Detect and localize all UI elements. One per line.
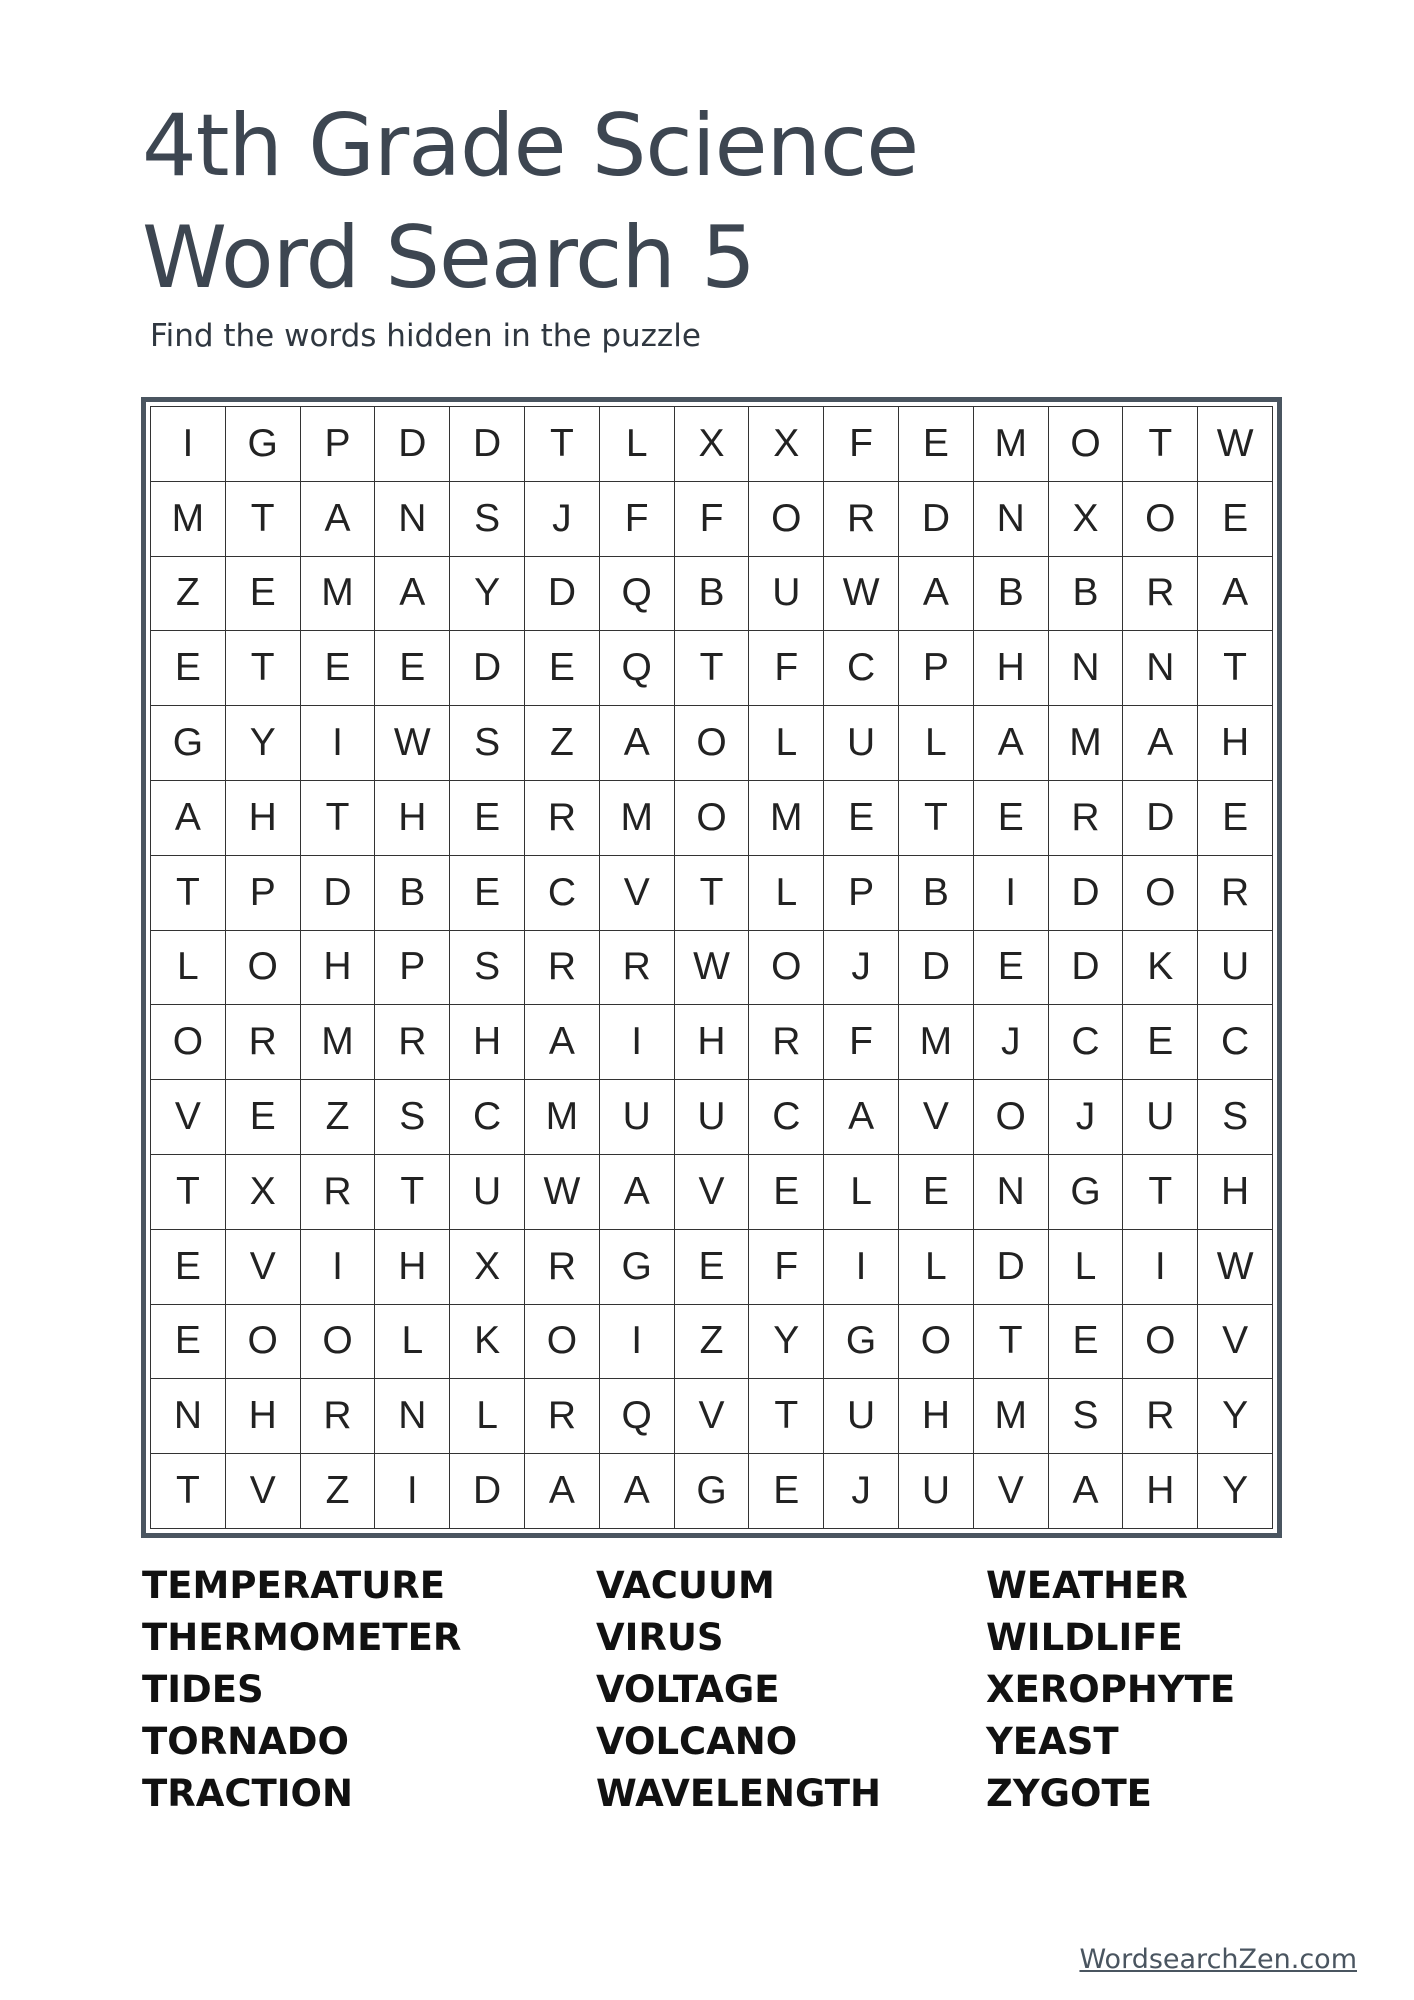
grid-cell: J	[824, 931, 899, 1006]
grid-cell: N	[375, 1379, 450, 1454]
grid-cell: E	[450, 781, 525, 856]
grid-cell: U	[899, 1454, 974, 1529]
grid-cell: J	[974, 1005, 1049, 1080]
grid-cell: C	[1198, 1005, 1273, 1080]
grid-cell: T	[899, 781, 974, 856]
grid-cell: T	[675, 856, 750, 931]
grid-cell: A	[600, 706, 675, 781]
grid-cell: G	[600, 1230, 675, 1305]
title-line-2: Word Search 5	[142, 208, 755, 308]
grid-cell: E	[151, 1305, 226, 1380]
grid-cell: H	[375, 1230, 450, 1305]
grid-cell: N	[1049, 631, 1124, 706]
grid-cell: K	[450, 1305, 525, 1380]
grid-cell: A	[824, 1080, 899, 1155]
grid-cell: G	[226, 407, 301, 482]
grid-cell: V	[675, 1155, 750, 1230]
grid-cell: O	[675, 781, 750, 856]
grid-cell: H	[450, 1005, 525, 1080]
grid-cell: V	[600, 856, 675, 931]
grid-cell: R	[824, 482, 899, 557]
grid-cell: O	[525, 1305, 600, 1380]
instructions: Find the words hidden in the puzzle	[150, 318, 701, 354]
grid-cell: T	[151, 856, 226, 931]
grid-cell: O	[675, 706, 750, 781]
word-item: XEROPHYTE	[986, 1668, 1236, 1711]
grid-cell: M	[1049, 706, 1124, 781]
grid-cell: H	[1198, 706, 1273, 781]
grid-cell: Q	[600, 557, 675, 632]
grid-cell: U	[1198, 931, 1273, 1006]
grid-cell: Z	[525, 706, 600, 781]
grid-cell: I	[151, 407, 226, 482]
grid-cell: F	[600, 482, 675, 557]
grid-cell: I	[375, 1454, 450, 1529]
grid-cell: R	[525, 931, 600, 1006]
word-item: VIRUS	[596, 1616, 724, 1659]
grid-cell: E	[749, 1155, 824, 1230]
grid-cell: L	[824, 1155, 899, 1230]
grid-cell: T	[525, 407, 600, 482]
grid-cell: C	[1049, 1005, 1124, 1080]
grid-cell: T	[749, 1379, 824, 1454]
grid-cell: P	[899, 631, 974, 706]
grid-cell: V	[1198, 1305, 1273, 1380]
grid-cell: Z	[675, 1305, 750, 1380]
grid-cell: M	[974, 1379, 1049, 1454]
grid-cell: T	[375, 1155, 450, 1230]
title-line-1: 4th Grade Science	[142, 96, 919, 196]
grid-cell: V	[675, 1379, 750, 1454]
word-item: ZYGOTE	[986, 1772, 1152, 1815]
grid-cell: B	[974, 557, 1049, 632]
grid-cell: E	[151, 631, 226, 706]
grid-cell: E	[375, 631, 450, 706]
word-item: YEAST	[986, 1720, 1119, 1763]
grid-cell: B	[899, 856, 974, 931]
grid-cell: W	[824, 557, 899, 632]
grid-cell: E	[749, 1454, 824, 1529]
grid-cell: L	[749, 856, 824, 931]
grid-cell: R	[749, 1005, 824, 1080]
grid-cell: Z	[151, 557, 226, 632]
grid-cell: A	[1049, 1454, 1124, 1529]
grid-cell: C	[824, 631, 899, 706]
grid-cell: O	[1049, 407, 1124, 482]
grid-cell: A	[375, 557, 450, 632]
grid-cell: F	[824, 407, 899, 482]
grid-cell: I	[600, 1305, 675, 1380]
grid-cell: F	[749, 1230, 824, 1305]
grid-cell: A	[899, 557, 974, 632]
grid-cell: O	[1123, 856, 1198, 931]
grid-cell: T	[151, 1155, 226, 1230]
site-link[interactable]: WordsearchZen.com	[1079, 1944, 1357, 1975]
grid-cell: E	[151, 1230, 226, 1305]
grid-cell: R	[1198, 856, 1273, 931]
grid-cell: L	[600, 407, 675, 482]
grid-cell: I	[301, 706, 376, 781]
grid-cell: A	[600, 1155, 675, 1230]
grid-cell: S	[450, 482, 525, 557]
word-item: WEATHER	[986, 1564, 1188, 1607]
grid-cell: O	[151, 1005, 226, 1080]
grid-cell: R	[525, 1379, 600, 1454]
grid-cell: C	[450, 1080, 525, 1155]
page-title	[142, 90, 918, 314]
grid-cell: I	[974, 856, 1049, 931]
word-list-column-3	[986, 1560, 1235, 1820]
grid-cell: M	[974, 407, 1049, 482]
grid-cell: Y	[1198, 1379, 1273, 1454]
grid-cell: U	[824, 706, 899, 781]
grid-cell: E	[675, 1230, 750, 1305]
grid-cell: T	[1198, 631, 1273, 706]
grid-cell: V	[974, 1454, 1049, 1529]
grid-cell: E	[824, 781, 899, 856]
grid-cell: O	[1123, 1305, 1198, 1380]
grid-cell: M	[525, 1080, 600, 1155]
grid-cell: D	[525, 557, 600, 632]
grid-cell: B	[675, 557, 750, 632]
grid-cell: E	[899, 1155, 974, 1230]
grid-cell: X	[226, 1155, 301, 1230]
grid-cell: H	[1198, 1155, 1273, 1230]
grid-cell: R	[301, 1379, 376, 1454]
grid-cell: D	[1049, 931, 1124, 1006]
grid-cell: D	[301, 856, 376, 931]
puzzle-frame	[141, 397, 1282, 1538]
grid-cell: F	[824, 1005, 899, 1080]
grid-cell: R	[1123, 1379, 1198, 1454]
grid-cell: U	[824, 1379, 899, 1454]
grid-cell: M	[600, 781, 675, 856]
grid-cell: D	[450, 1454, 525, 1529]
grid-cell: N	[1123, 631, 1198, 706]
grid-cell: T	[1123, 1155, 1198, 1230]
grid-cell: H	[226, 1379, 301, 1454]
grid-cell: A	[600, 1454, 675, 1529]
grid-cell: Y	[450, 557, 525, 632]
word-list-column-1	[142, 1560, 461, 1820]
grid-cell: E	[1049, 1305, 1124, 1380]
grid-cell: W	[675, 931, 750, 1006]
grid-cell: E	[1198, 781, 1273, 856]
grid-cell: S	[450, 931, 525, 1006]
grid-cell: S	[450, 706, 525, 781]
grid-cell: C	[525, 856, 600, 931]
grid-cell: H	[974, 631, 1049, 706]
grid-cell: D	[450, 407, 525, 482]
grid-cell: H	[226, 781, 301, 856]
grid-cell: J	[824, 1454, 899, 1529]
word-item: VOLTAGE	[596, 1668, 780, 1711]
grid-cell: A	[151, 781, 226, 856]
grid-cell: D	[450, 631, 525, 706]
grid-cell: O	[749, 482, 824, 557]
grid-cell: G	[1049, 1155, 1124, 1230]
grid-cell: R	[600, 931, 675, 1006]
grid-cell: X	[450, 1230, 525, 1305]
grid-cell: O	[226, 1305, 301, 1380]
grid-cell: F	[675, 482, 750, 557]
grid-cell: X	[675, 407, 750, 482]
grid-cell: N	[974, 1155, 1049, 1230]
word-item: WILDLIFE	[986, 1616, 1183, 1659]
grid-cell: V	[151, 1080, 226, 1155]
grid-cell: R	[375, 1005, 450, 1080]
grid-cell: V	[899, 1080, 974, 1155]
grid-cell: O	[1123, 482, 1198, 557]
grid-cell: B	[375, 856, 450, 931]
grid-cell: P	[226, 856, 301, 931]
grid-cell: I	[301, 1230, 376, 1305]
grid-cell: A	[1198, 557, 1273, 632]
grid-cell: R	[525, 781, 600, 856]
word-item: VOLCANO	[596, 1720, 798, 1763]
grid-cell: T	[301, 781, 376, 856]
grid-cell: E	[899, 407, 974, 482]
grid-cell: Q	[600, 1379, 675, 1454]
grid-cell: U	[749, 557, 824, 632]
grid-cell: D	[375, 407, 450, 482]
grid-cell: N	[375, 482, 450, 557]
grid-cell: A	[525, 1454, 600, 1529]
grid-cell: L	[151, 931, 226, 1006]
grid-cell: E	[226, 1080, 301, 1155]
grid-cell: Q	[600, 631, 675, 706]
grid-cell: Z	[301, 1080, 376, 1155]
grid-cell: P	[824, 856, 899, 931]
grid-cell: O	[899, 1305, 974, 1380]
grid-cell: S	[1049, 1379, 1124, 1454]
grid-cell: E	[226, 557, 301, 632]
grid-cell: M	[899, 1005, 974, 1080]
grid-cell: U	[675, 1080, 750, 1155]
word-item: VACUUM	[596, 1564, 775, 1607]
grid-cell: L	[1049, 1230, 1124, 1305]
word-list-column-2	[596, 1560, 881, 1820]
grid-cell: R	[226, 1005, 301, 1080]
grid-cell: F	[749, 631, 824, 706]
grid-cell: X	[749, 407, 824, 482]
grid-cell: D	[899, 931, 974, 1006]
grid-cell: R	[525, 1230, 600, 1305]
grid-cell: Y	[1198, 1454, 1273, 1529]
grid-cell: B	[1049, 557, 1124, 632]
grid-cell: M	[301, 1005, 376, 1080]
grid-cell: R	[1049, 781, 1124, 856]
word-item: TRACTION	[142, 1772, 353, 1815]
grid-cell: T	[151, 1454, 226, 1529]
grid-cell: Y	[749, 1305, 824, 1380]
grid-cell: E	[1123, 1005, 1198, 1080]
grid-cell: S	[1198, 1080, 1273, 1155]
grid-cell: D	[1049, 856, 1124, 931]
grid-cell: W	[525, 1155, 600, 1230]
grid-cell: R	[1123, 557, 1198, 632]
grid-cell: L	[375, 1305, 450, 1380]
grid-cell: N	[974, 482, 1049, 557]
grid-cell: T	[226, 631, 301, 706]
grid-cell: W	[1198, 1230, 1273, 1305]
grid-cell: M	[749, 781, 824, 856]
grid-cell: W	[375, 706, 450, 781]
grid-cell: O	[301, 1305, 376, 1380]
word-item: TIDES	[142, 1668, 264, 1711]
grid-cell: G	[151, 706, 226, 781]
word-item: WAVELENGTH	[596, 1772, 881, 1815]
grid-cell: H	[301, 931, 376, 1006]
grid-cell: M	[301, 557, 376, 632]
grid-cell: E	[974, 931, 1049, 1006]
grid-cell: H	[899, 1379, 974, 1454]
grid-cell: G	[824, 1305, 899, 1380]
grid-cell: H	[375, 781, 450, 856]
grid-cell: U	[450, 1155, 525, 1230]
grid-cell: M	[151, 482, 226, 557]
grid-cell: P	[301, 407, 376, 482]
grid-cell: C	[749, 1080, 824, 1155]
grid-cell: L	[899, 706, 974, 781]
grid-cell: W	[1198, 407, 1273, 482]
grid-cell: V	[226, 1454, 301, 1529]
grid-cell: X	[1049, 482, 1124, 557]
grid-cell: A	[974, 706, 1049, 781]
grid-cell: D	[974, 1230, 1049, 1305]
grid-cell: L	[899, 1230, 974, 1305]
grid-cell: T	[1123, 407, 1198, 482]
grid-cell: G	[675, 1454, 750, 1529]
grid-cell: D	[1123, 781, 1198, 856]
word-item: THERMOMETER	[142, 1616, 462, 1659]
grid-cell: O	[226, 931, 301, 1006]
grid-cell: L	[749, 706, 824, 781]
grid-cell: S	[375, 1080, 450, 1155]
grid-cell: R	[301, 1155, 376, 1230]
grid-cell: Y	[226, 706, 301, 781]
grid-cell: H	[675, 1005, 750, 1080]
grid-cell: P	[375, 931, 450, 1006]
word-item: TORNADO	[142, 1720, 349, 1763]
grid-cell: V	[226, 1230, 301, 1305]
grid-cell: E	[1198, 482, 1273, 557]
grid-cell: D	[899, 482, 974, 557]
grid-cell: I	[600, 1005, 675, 1080]
grid-cell: J	[1049, 1080, 1124, 1155]
grid-cell: J	[525, 482, 600, 557]
grid-cell: T	[675, 631, 750, 706]
grid-cell: E	[974, 781, 1049, 856]
grid-cell: E	[301, 631, 376, 706]
grid-cell: O	[974, 1080, 1049, 1155]
grid-cell: E	[450, 856, 525, 931]
grid-cell: O	[749, 931, 824, 1006]
grid-cell: H	[1123, 1454, 1198, 1529]
grid-cell: N	[151, 1379, 226, 1454]
grid-cell: I	[824, 1230, 899, 1305]
grid-cell: U	[600, 1080, 675, 1155]
grid-cell: A	[525, 1005, 600, 1080]
grid-cell: Z	[301, 1454, 376, 1529]
grid-cell: I	[1123, 1230, 1198, 1305]
grid-cell: L	[450, 1379, 525, 1454]
grid-cell: T	[226, 482, 301, 557]
grid-cell: T	[974, 1305, 1049, 1380]
grid-cell: A	[1123, 706, 1198, 781]
grid-cell: K	[1123, 931, 1198, 1006]
grid-cell: E	[525, 631, 600, 706]
grid-cell: A	[301, 482, 376, 557]
letter-grid	[150, 406, 1273, 1529]
grid-cell: U	[1123, 1080, 1198, 1155]
word-item: TEMPERATURE	[142, 1564, 446, 1607]
